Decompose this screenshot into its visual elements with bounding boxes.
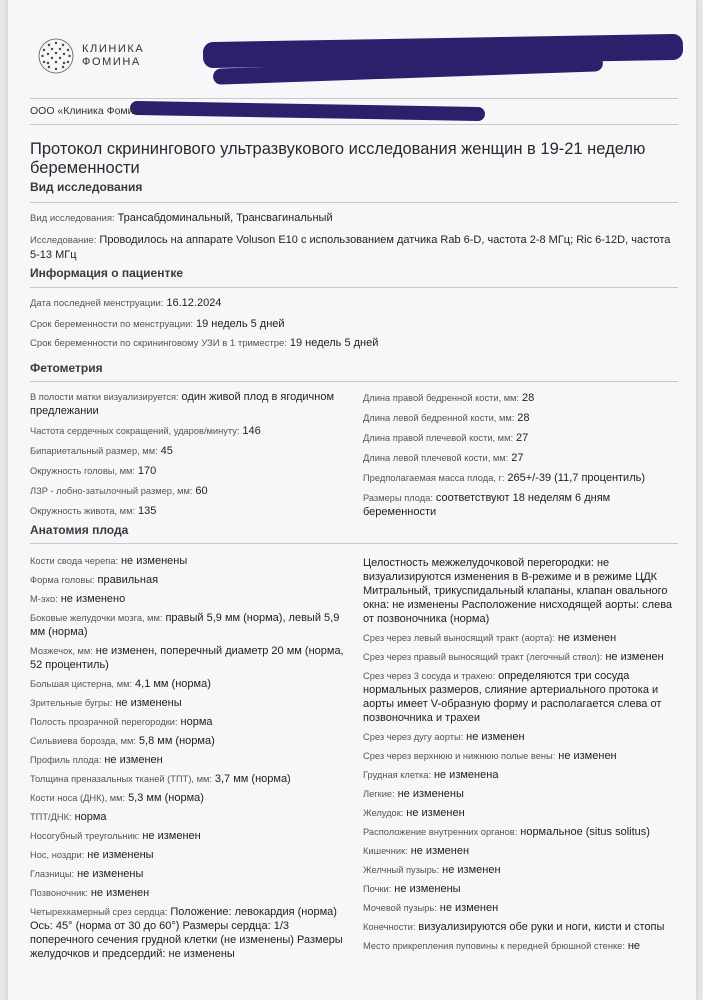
field-label: Расположение внутренних органов: [363,827,518,837]
field-value: 28 [517,412,530,424]
field-value: не изменен [410,845,470,857]
field-value: не изменен [466,731,525,743]
anatomy-row [30,715,355,729]
field-value: не изменены [87,849,154,861]
field-value: не изменена [433,769,499,781]
field-value: определяются три сосуда нормальных размеров, слияние артериального протока и аорты имеет V-образную форму и располагается слева от позвоночника и трахеи [363,670,662,724]
study-type-line [30,211,670,226]
anatomy-row [363,556,678,626]
anatomy-row [363,901,678,915]
field-label: Срок беременности по скрининговому УЗИ в 1 триместре: [30,338,287,349]
field-label: Профиль плода: [30,755,102,765]
field-value: не изменены [77,868,144,880]
divider [30,543,678,544]
anatomy-row [30,677,355,691]
anatomy-row [363,844,678,858]
field-value: Проводилось на аппарате Voluson E10 с использованием датчика Rab 6-D, частота 2-8 МГц; Ric 6-12D, частота 5-13 МГц [30,234,671,261]
anatomy-row [30,696,355,710]
field-value: визуализируются обе руки и ноги, кисти и стопы [418,921,665,933]
field-label: Сильвиева борозда, мм: [30,736,136,746]
organization-name: ООО «Клиника Фоми [30,105,134,117]
anatomy-row [30,791,355,805]
field-value: Трансабдоминальный, Трансвагинальный [117,212,333,224]
field-value: 265+/-39 (11,7 процентиль) [507,472,646,484]
anatomy-row [30,867,355,881]
field-value: 4,1 мм (норма) [135,678,211,690]
field-label: Срез через верхнюю и нижнюю полые вены: [363,751,556,761]
field-label: Окружность головы, мм: [30,466,135,476]
logo-line-1: КЛИНИКА [82,43,145,55]
field-value: 170 [137,465,157,477]
field-value: правый 5,9 мм (норма), левый 5,9 мм (норма) [30,612,340,638]
anatomy-row [363,650,678,664]
patient-row [30,317,285,332]
field-label: Боковые желудочки мозга, мм: [30,613,163,623]
field-label: Длина левой бедренной кости, мм: [363,413,515,423]
anatomy-row [363,787,678,801]
field-label: Длина левой плечевой кости, мм: [363,453,509,463]
field-value: не изменен [142,830,201,842]
field-label: Нос, ноздри: [30,850,85,860]
anatomy-row [30,829,355,843]
anatomy-row [30,905,355,961]
logo-line-2: ФОМИНА [82,56,141,68]
field-label: ТПТ/ДНК: [30,812,72,822]
field-label: Четырехкамерный срез сердца: [30,907,168,917]
field-label: Длина правой плечевой кости, мм: [363,433,514,443]
field-value: не изменен [406,807,465,819]
field-label: Дата последней менструации: [30,298,164,309]
fetometry-row [30,484,360,498]
field-label: Позвоночник: [30,888,88,898]
field-label: Толщина преназальных тканей (ТПТ), мм: [30,774,212,784]
fetometry-row [30,424,360,438]
field-label: Срез через дугу аорты: [363,732,464,742]
field-label: В полости матки визуализируется: [30,392,179,402]
field-label: Полость прозрачной перегородки: [30,717,178,727]
field-value: не изменен [442,864,501,876]
field-value: Целостность межжелудочковой перегородки: не визуализируются изменения в В-режиме и в режиме ЦДК Митральный, трикуспидальный клапаны, клапан овального окна: не изменены Расположение нисходящей аорты: слева от позвоночника (норма) [363,557,673,625]
clinic-logo [38,38,144,74]
field-value: 135 [137,505,157,517]
divider [30,124,678,125]
anatomy-row [30,592,355,606]
anatomy-row [363,806,678,820]
field-label: Большая цистерна, мм: [30,679,133,689]
section-heading-patient: Информация о пациентке [30,266,184,280]
anatomy-row [30,734,355,748]
field-value: нормальное (situs solitus) [520,826,650,838]
anatomy-row [363,669,678,725]
anatomy-row [30,810,355,824]
anatomy-row [363,882,678,896]
field-value: не [627,940,641,952]
field-value: правильная [97,574,159,586]
anatomy-row [363,730,678,744]
fetometry-right-column [363,391,673,525]
anatomy-row [363,920,678,934]
field-label: Кости носа (ДНК), мм: [30,793,126,803]
field-label: Легкие: [363,789,395,799]
field-value: не изменен [439,902,499,914]
divider [30,381,678,382]
anatomy-row [30,772,355,786]
redaction-mark [130,101,485,121]
patient-row [30,336,378,351]
field-value: норма [180,716,213,728]
field-label: Исследование: [30,235,97,246]
field-label: ЛЗР - лобно-затылочный размер, мм: [30,486,193,496]
field-label: Срок беременности по менструации: [30,319,194,330]
field-label: Грудная клетка: [363,770,432,780]
field-label: М-эхо: [30,594,58,604]
field-label: Кишечник: [363,846,408,856]
divider [30,98,678,99]
fetometry-row [30,464,360,478]
fetometry-row [363,491,673,519]
field-value: не изменены [394,883,461,895]
field-label: Место прикрепления пуповины к передней брюшной стенке: [363,941,625,951]
anatomy-row [30,554,355,568]
field-value: не изменены [115,697,182,709]
field-label: Срез через левый выносящий тракт (аорта): [363,633,555,643]
field-label: Размеры плода: [363,493,433,503]
field-value: не изменен [104,754,163,766]
fetometry-row [30,444,360,458]
fetometry-row [30,504,360,518]
field-value: 45 [160,445,173,457]
anatomy-left-column [30,554,355,966]
field-value: не изменен [558,750,617,762]
field-label: Предполагаемая масса плода, г: [363,473,505,483]
divider [30,202,678,203]
field-label: Конечности: [363,922,416,932]
field-value: не изменен [605,651,664,663]
anatomy-row [30,753,355,767]
anatomy-row [363,631,678,645]
field-label: Окружность живота, мм: [30,506,136,516]
anatomy-row [363,825,678,839]
field-value: 146 [242,425,261,437]
anatomy-row [30,611,355,639]
field-value: 3,7 мм (норма) [214,773,291,785]
field-label: Почки: [363,884,392,894]
anatomy-row [363,863,678,877]
fetometry-row [363,431,673,445]
fetometry-row [363,471,673,485]
anatomy-row [30,644,355,672]
section-heading-fetometry: Фетометрия [30,361,103,375]
field-label: Срез через правый выносящий тракт (легочный ствол): [363,652,603,662]
field-value: 16.12.2024 [166,297,222,309]
field-value: 19 недель 5 дней [289,337,379,349]
field-value: 19 недель 5 дней [196,318,285,330]
anatomy-right-column [363,556,678,958]
fetometry-left-column [30,390,360,524]
section-heading-anatomy: Анатомия плода [30,523,129,537]
field-value: не изменено [60,593,126,605]
field-label: Желчный пузырь: [363,865,440,875]
fetometry-row [30,390,360,418]
anatomy-row [30,848,355,862]
field-value: Положение: левокардия (норма) Ось: 45° (норма от 30 до 60°) Размеры сердца: 1/3 поперечного сечения грудной клетки (не изменены) Размеры желудочков и предсердий: не изменены [30,906,343,960]
document-page [8,0,696,1000]
field-value: не изменен, поперечный диаметр 20 мм (норма, 52 процентиль) [30,645,344,671]
field-label: Кости свода черепа: [30,556,119,566]
page-title: Протокол скринингового ультразвукового исследования женщин в 19-21 неделю беременности [30,140,646,177]
clinic-logo-icon [38,38,74,74]
divider [30,287,678,288]
field-value: норма [74,811,107,823]
field-label: Длина правой бедренной кости, мм: [363,393,520,403]
field-label: Частота сердечных сокращений, ударов/минуту: [30,426,240,436]
field-value: 5,3 мм (норма) [128,792,204,804]
anatomy-row [30,573,355,587]
field-value: 27 [511,452,524,464]
field-label: Желудок: [363,808,404,818]
fetometry-row [363,451,673,465]
field-value: соответствуют 18 неделям 6 дням беременности [363,492,611,518]
field-label: Форма головы: [30,575,95,585]
field-value: не изменен [90,887,150,899]
field-label: Глазницы: [30,869,75,879]
field-label: Зрительные бугры: [30,698,113,708]
field-label: Бипариетальный размер, мм: [30,446,158,456]
fetometry-row [363,411,673,425]
field-value: один живой плод в ягодичном предлежании [30,391,335,417]
field-value: 5,8 мм (норма) [138,735,215,747]
field-value: не изменен [557,632,617,644]
field-label: Мочевой пузырь: [363,903,437,913]
patient-row [30,296,221,311]
anatomy-row [363,939,678,953]
fetometry-row [363,391,673,405]
anatomy-row [30,886,355,900]
study-research-line [30,233,675,263]
anatomy-row [363,768,678,782]
field-label: Мозжечок, мм: [30,646,93,656]
field-value: не изменены [120,555,188,567]
field-label: Носогубный треугольник: [30,831,140,841]
section-heading-study-type: Вид исследования [30,180,143,194]
field-value: не изменены [397,788,464,800]
field-value: 60 [195,485,208,497]
field-value: 27 [515,432,529,444]
field-value: 28 [522,392,535,404]
field-label: Вид исследования: [30,213,115,224]
anatomy-row [363,749,678,763]
field-label: Срез через 3 сосуда и трахею: [363,671,496,681]
